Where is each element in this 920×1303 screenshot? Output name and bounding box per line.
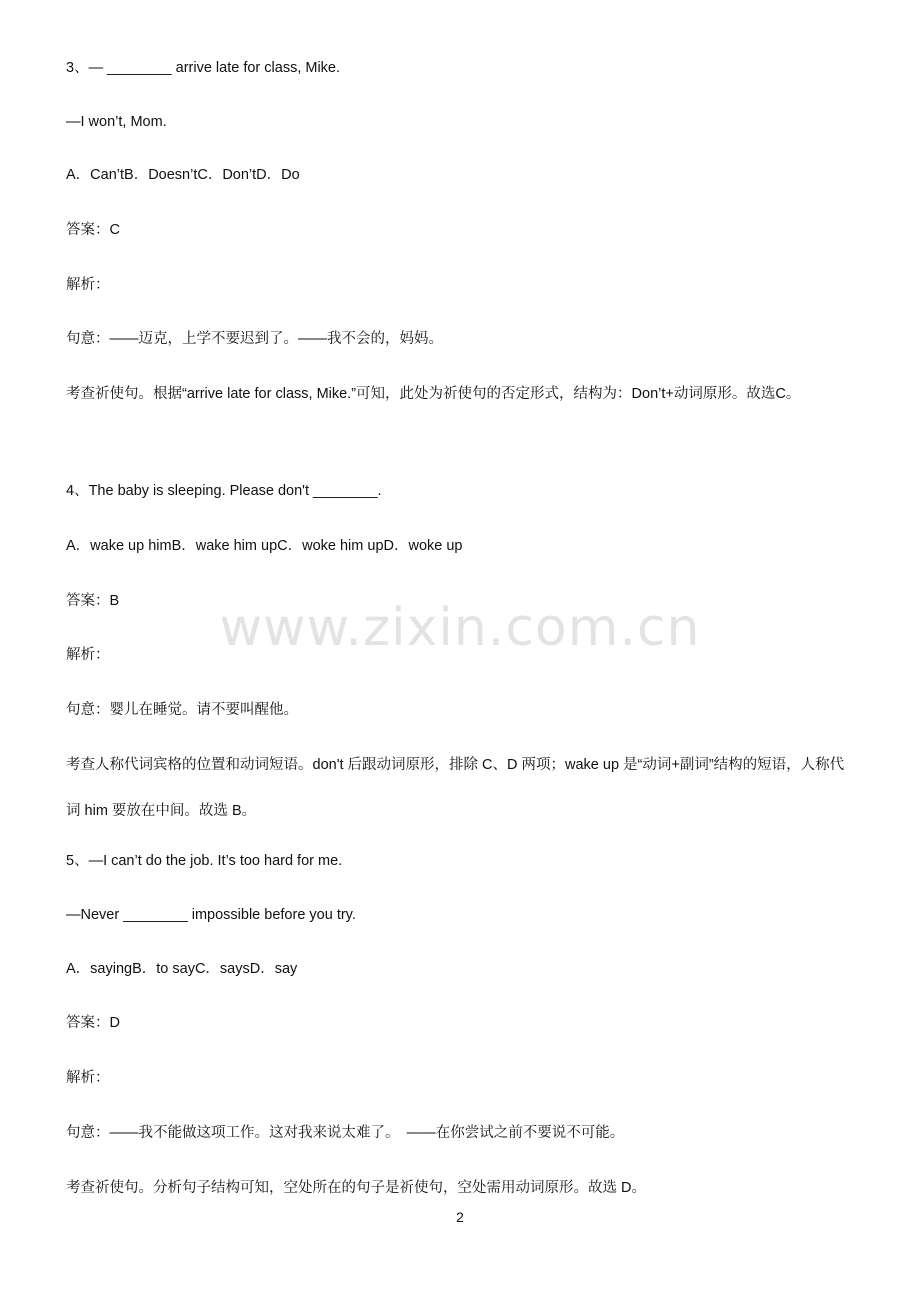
question-4-stem: 4、The baby is sleeping. Please don't ________.: [66, 483, 382, 499]
question-4-explanation: 考查人称代词宾格的位置和动词短语。don't 后跟动词原形，排除 C、D 两项；wake up 是“动词+副词”结构的短语，人称代词 him 要放在中间。故选 B。: [66, 757, 845, 819]
question-4-meaning: 句意：婴儿在睡觉。请不要叫醒他。: [66, 702, 298, 718]
question-3-reply: —I won’t, Mom.: [66, 114, 167, 130]
question-3-answer: 答案：C: [66, 222, 120, 238]
watermark: www.zixin.com.cn: [219, 598, 701, 658]
question-3-meaning: 句意：——迈克，上学不要迟到了。——我不会的，妈妈。: [66, 331, 443, 347]
question-4-answer: 答案：B: [66, 593, 120, 609]
question-5-options: A．sayingB．to sayC．saysD．say: [66, 961, 298, 977]
question-5-stem: 5、—I can’t do the job. It’s too hard for me.: [66, 853, 343, 869]
page-number: 2: [456, 1209, 464, 1225]
question-4-options: A．wake up himB．wake him upC．woke him upD．woke up: [66, 538, 463, 554]
question-5-reply: —Never ________ impossible before you try.: [66, 907, 356, 923]
question-3-analysis-label: 解析：: [66, 277, 110, 293]
question-5-meaning: 句意：——我不能做这项工作。这对我来说太难了。 ——在你尝试之前不要说不可能。: [66, 1125, 625, 1141]
question-4-analysis-label: 解析：: [66, 647, 110, 663]
question-3-stem: 3、— ________ arrive late for class, Mike.: [66, 60, 341, 76]
question-5-explanation: 考查祈使句。分析句子结构可知，空处所在的句子是祈使句，空处需用动词原形。故选 D。: [66, 1180, 646, 1196]
question-5-analysis-label: 解析：: [66, 1070, 110, 1086]
question-3-options: A．Can’tB．Doesn’tC．Don’tD．Do: [66, 167, 300, 183]
question-3-explanation: 考查祈使句。根据“arrive late for class, Mike.”可知，此处为祈使句的否定形式，结构为：Don’t+动词原形。故选C。: [66, 386, 801, 402]
question-5-answer: 答案：D: [66, 1015, 120, 1031]
